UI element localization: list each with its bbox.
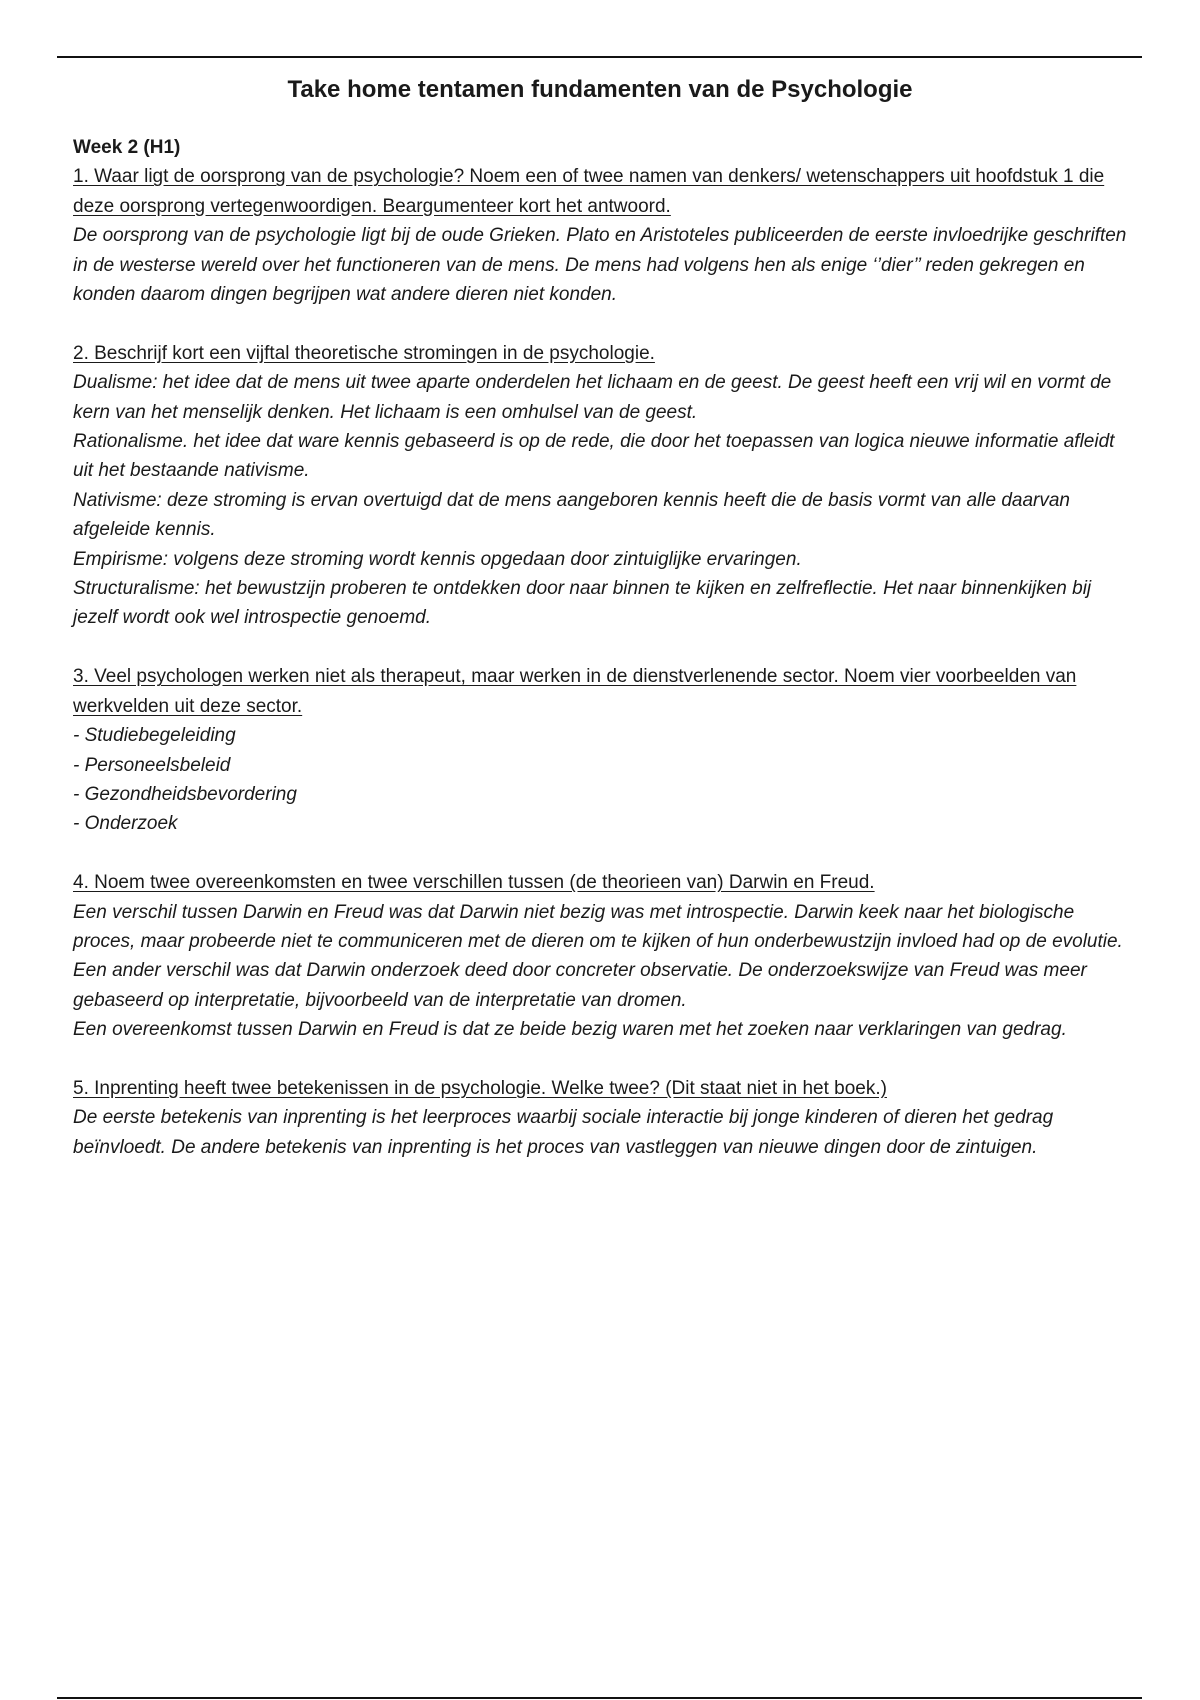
answer-text: Een verschil tussen Darwin en Freud was dat Darwin niet bezig was met introspectie. Darwin keek naar het biologische proces, maar probeerde niet te communiceren met de dieren om te kijken of hun onderbewustzijn invloed had op de evolutie. Een ander verschil was dat Darwin onderzoek deed door concreter observatie. De onderzoekswijze van Freud was meer gebaseerd op interpretatie, bijvoorbeeld van de interpretatie van dromen. (73, 901, 1123, 1011)
question-text: 4. Noem twee overeenkomsten en twee verschillen tussen (de theorieen van) Darwin en Freud. (73, 872, 875, 894)
question-text: 2. Beschrijf kort een vijftal theoretische stromingen in de psychologie. (73, 342, 655, 364)
question-section-5 (73, 1074, 1133, 1162)
list-item: - Gezondheidsbevordering (73, 783, 297, 805)
answer-text: De oorsprong van de psychologie ligt bij de oude Grieken. Plato en Aristoteles publiceerden de eerste invloedrijke geschriften in de westerse wereld over het functioneren van de mens. De mens had volgens hen als enige ‘’dier’’ reden gekregen en konden daarom dingen begrijpen wat andere dieren niet konden. (73, 225, 1127, 306)
answer-text: Structuralisme: het bewustzijn proberen te ontdekken door naar binnen te kijken en zelfreflectie. Het naar binnenkijken bij jezelf wordt ook wel introspectie genoemd. (73, 578, 1092, 629)
question-text: 5. Inprenting heeft twee betekenissen in de psychologie. Welke twee? (Dit staat niet in het boek.) (73, 1077, 887, 1099)
list-item: - Onderzoek (73, 813, 178, 835)
top-rule (57, 56, 1142, 58)
list-item: - Personeelsbeleid (73, 754, 231, 776)
answer-text: Empirisme: volgens deze stroming wordt kennis opgedaan door zintuiglijke ervaringen. (73, 548, 802, 570)
list-item: - Studiebegeleiding (73, 725, 236, 747)
bottom-rule (57, 1697, 1142, 1699)
question-text: 3. Veel psychologen werken niet als therapeut, maar werken in de dienstverlenende sector. Noem vier voorbeelden van werkvelden uit deze sector. (73, 666, 1077, 717)
page-title: Take home tentamen fundamenten van de Psychologie (287, 76, 913, 103)
answer-text: Dualisme: het idee dat de mens uit twee aparte onderdelen het lichaam en de geest. De geest heeft een vrij wil en vormt de kern van het menselijk denken. Het lichaam is een omhulsel van de geest. (73, 372, 1112, 423)
question-section-2 (73, 339, 1133, 633)
week-heading: Week 2 (H1) (73, 137, 181, 158)
question-text: 1. Waar ligt de oorsprong van de psychologie? Noem een of twee namen van denkers/ wetenschappers uit hoofdstuk 1 die deze oorsprong vertegenwoordigen. Beargumenteer kort het antwoord. (73, 166, 1105, 217)
answer-text: Nativisme: deze stroming is ervan overtuigd dat de mens aangeboren kennis heeft die de basis vormt van alle daarvan afgeleide kennis. (73, 489, 1070, 541)
question-section-1 (73, 162, 1133, 309)
question-section-3 (73, 662, 1133, 838)
answer-text: Een overeenkomst tussen Darwin en Freud is dat ze beide bezig waren met het zoeken naar verklaringen van gedrag. (73, 1019, 1067, 1041)
answer-text: De eerste betekenis van inprenting is het leerproces waarbij sociale interactie bij jonge kinderen of dieren het gedrag beïnvloedt. De andere betekenis van inprenting is het proces van vastleggen van nieuwe dingen door de zintuigen. (73, 1107, 1054, 1158)
answer-text: Rationalisme. het idee dat ware kennis gebaseerd is op de rede, die door het toepassen van logica nieuwe informatie afleidt uit het bestaande nativisme. (73, 431, 1115, 482)
document-body (73, 133, 1133, 1192)
question-section-4 (73, 868, 1133, 1044)
